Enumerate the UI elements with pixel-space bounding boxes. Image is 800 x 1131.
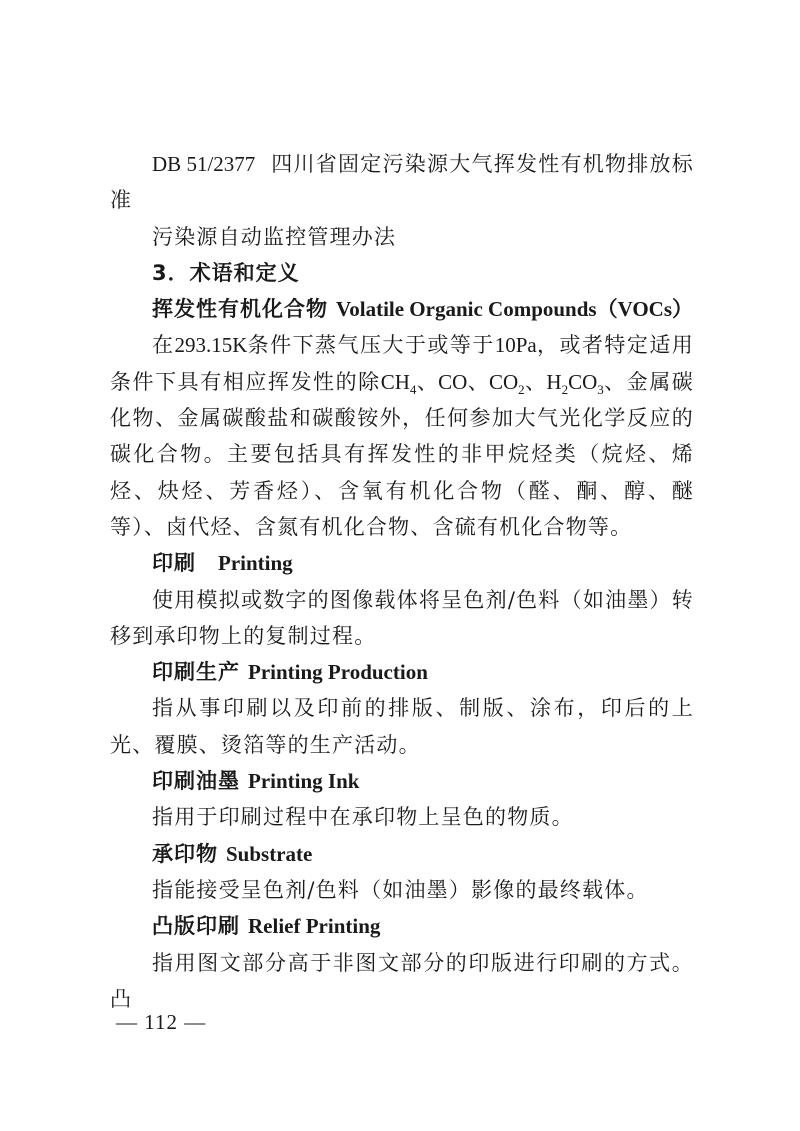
term-en: Printing Production [248, 660, 428, 685]
term-heading-vocs [110, 291, 694, 327]
term-zh: 印刷 [152, 551, 196, 576]
page-number: — 112 — [116, 1010, 207, 1034]
term-heading-printing [110, 545, 694, 581]
term-definition-relief-printing: 指用图文部分高于非图文部分的印版进行印刷的方式。凸 [110, 950, 694, 1011]
document-body [110, 146, 694, 1017]
term-zh: 凸版印刷 [152, 914, 240, 939]
term-definition-vocs: 在293.15K条件下蒸气压大于或等于10Pa，或者特定适用条件下具有相应挥发性的除$CH_4$、CO、$CO_2$、$H_2CO_3$、金属碳化物、金属碳酸盐和碳酸铵外，任何参加大气光化学反应的碳化合物。主要包括具有挥发性的非甲烷烃类（烷烃、烯烃、炔烃、芳香烃）、含氧有机化合物（醛、酮、醇、醚等）、卤代烃、含氮有机化合物、含硫有机化合物等。 [110, 333, 694, 539]
term-en: Substrate [226, 841, 313, 866]
term-zh: 挥发性有机化合物 [152, 297, 328, 322]
term-zh: 印刷油墨 [152, 769, 240, 794]
term-zh: 承印物 [152, 841, 218, 866]
term-heading-printing-production [110, 654, 694, 690]
term-heading-substrate [110, 836, 694, 872]
term-heading-printing-ink [110, 763, 694, 799]
standard-reference-line [110, 146, 694, 219]
management-rule-line: 污染源自动监控管理办法 [152, 224, 397, 249]
term-heading-relief-printing [110, 908, 694, 944]
term-definition-printing-ink: 指用于印刷过程中在承印物上呈色的物质。 [152, 805, 574, 830]
section-heading: 3．术语和定义 [152, 260, 300, 285]
term-en: Relief Printing [248, 914, 381, 939]
term-en: Printing [218, 551, 293, 576]
term-definition-substrate: 指能接受呈色剂/色料（如油墨）影像的最终载体。 [152, 877, 649, 902]
standard-code: DB 51/2377 [152, 152, 256, 176]
term-en: Printing Ink [248, 769, 360, 794]
term-definition-printing-production: 指从事印刷以及印前的排版、制版、涂布，印后的上光、覆膜、烫箔等的生产活动。 [110, 696, 694, 757]
term-en: Volatile Organic Compounds（VOCs） [336, 297, 694, 322]
standard-title: 四川省固定污染源大气挥发性有机物排放标准 [110, 152, 694, 213]
term-zh: 印刷生产 [152, 660, 240, 685]
term-definition-printing: 使用模拟或数字的图像载体将呈色剂/色料（如油墨）转移到承印物上的复制过程。 [110, 587, 694, 648]
